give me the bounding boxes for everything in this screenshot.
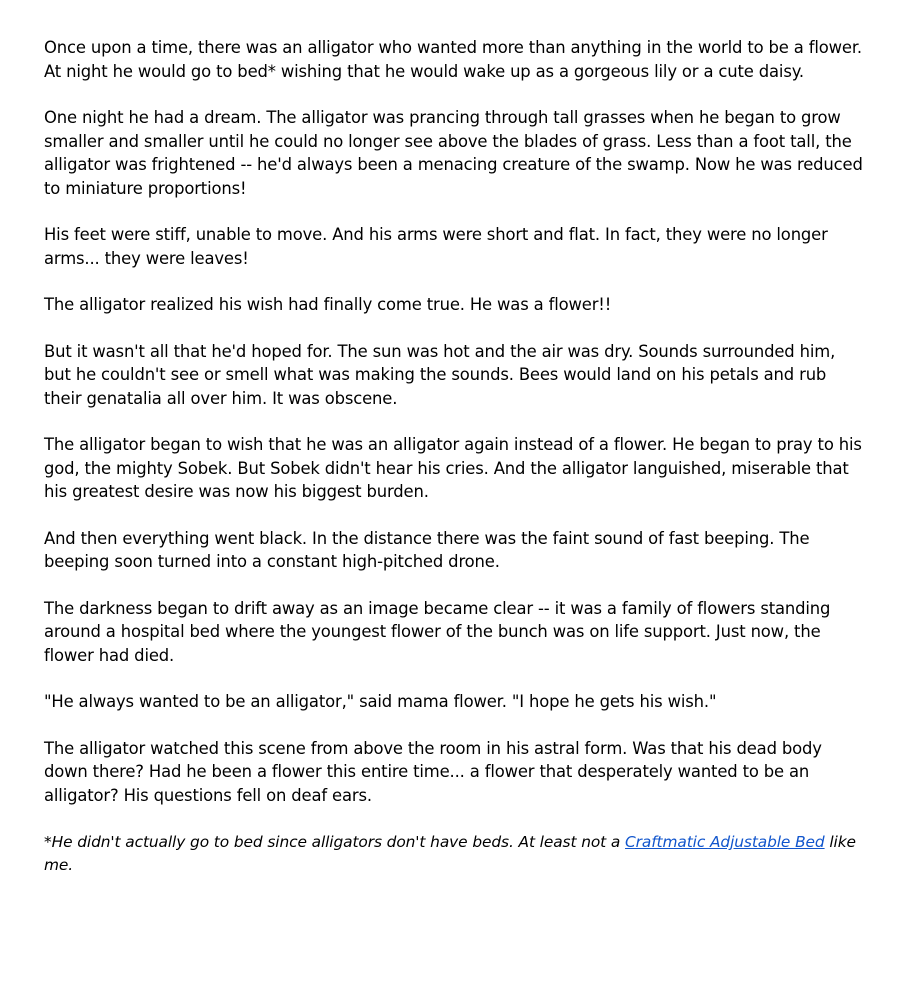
story-paragraph-9: "He always wanted to be an alligator," said mama flower. "I hope he gets his wish.": [44, 692, 717, 711]
story-paragraph-6: The alligator began to wish that he was an alligator again instead of a flower. He began to pray to his god, the mighty Sobek. But Sobek didn't hear his cries. And the alligator languished, miserable that his greatest desire was now his biggest burden.: [44, 435, 862, 501]
footnote-text: *He didn't actually go to bed since alligators don't have beds. At least not a: [44, 833, 626, 851]
story-paragraph-8: The darkness began to drift away as an image became clear -- it was a family of flowers standing around a hospital bed where the youngest flower of the bunch was on life support. Just now, the flower had died.: [44, 598, 831, 665]
footnote: [44, 831, 864, 876]
footnote-text-end: like me.: [44, 833, 856, 874]
story-paragraph-7: And then everything went black. In the distance there was the faint sound of fast beeping. The beeping soon turned into a constant high-pitched drone.: [44, 528, 810, 571]
story-content: [44, 36, 864, 876]
story-paragraph-5: But it wasn't all that he'd hoped for. The sun was hot and the air was dry. Sounds surrounded him, but he couldn't see or smell what was making the sounds. Bees would land on his petals and rub their genatalia all over him. It was obscene.: [44, 341, 836, 408]
story-paragraph-10: The alligator watched this scene from above the room in his astral form. Was that his dead body down there? Had he been a flower this entire time... a flower that desperately wanted to be an alligator? His questions fell on deaf ears.: [44, 738, 822, 805]
story-paragraph-3: His feet were stiff, unable to move. And his arms were short and flat. In fact, they were no longer arms... they were leaves!: [44, 225, 828, 268]
craftmatic-bed-link[interactable]: Craftmatic Adjustable Bed: [625, 833, 825, 851]
story-paragraph-1: Once upon a time, there was an alligator who wanted more than anything in the world to be a flower. At night he would go to bed* wishing that he would wake up as a gorgeous lily or a cute daisy.: [44, 38, 862, 81]
story-paragraph-4: The alligator realized his wish had finally come true. He was a flower!!: [44, 295, 612, 314]
story-paragraph-2: One night he had a dream. The alligator was prancing through tall grasses when he began to grow smaller and smaller until he could no longer see above the blades of grass. Less than a foot tall, the alligator was frightened -- he'd always been a menacing creature of the swamp. Now he was reduced to miniature proportions!: [44, 108, 863, 198]
